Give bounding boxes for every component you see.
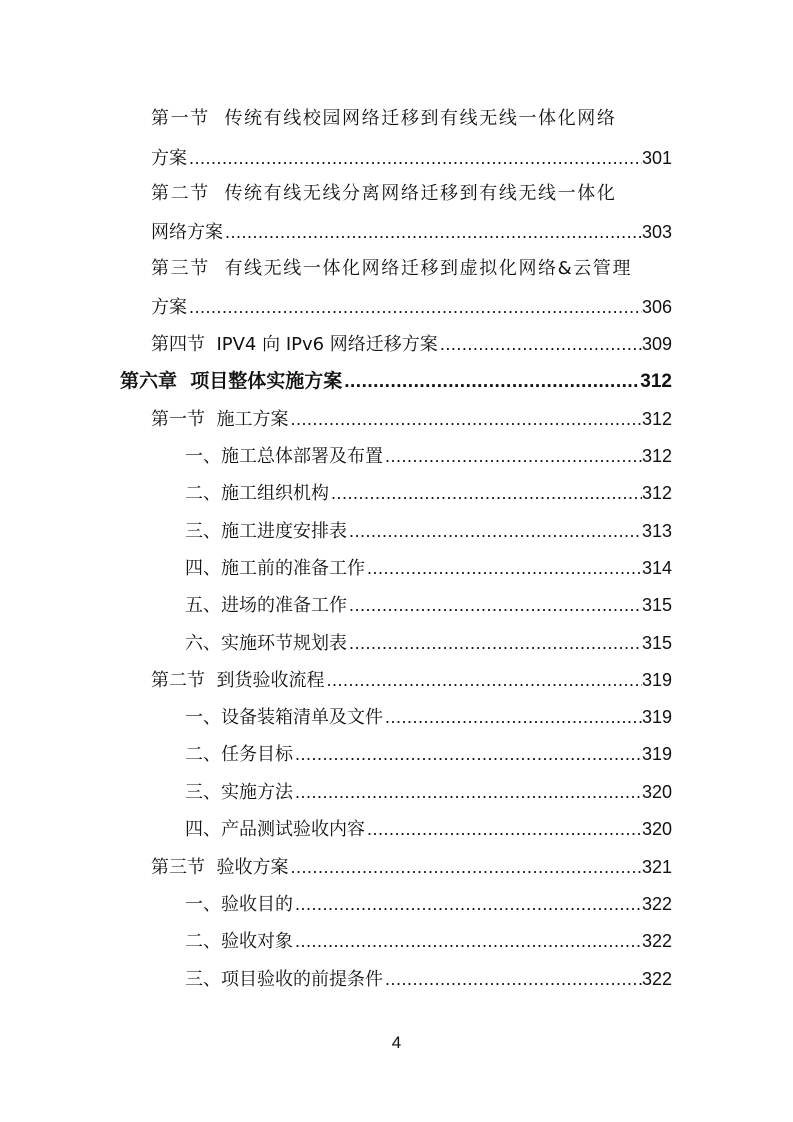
dot-leader — [293, 891, 642, 917]
toc-page-number: 319 — [641, 744, 672, 764]
toc-entry-subsection[interactable] — [185, 443, 672, 469]
toc-entry-label: 网络方案 — [151, 222, 223, 243]
dot-leader — [383, 966, 642, 992]
dot-leader — [324, 667, 642, 693]
toc-page-number: 313 — [641, 521, 672, 541]
dot-leader — [288, 406, 642, 432]
toc-entry-subsection[interactable] — [185, 891, 672, 917]
toc-page-number: 312 — [641, 446, 672, 466]
toc-entry-subsection[interactable] — [185, 555, 672, 581]
toc-entry-subsection[interactable] — [185, 704, 672, 730]
toc-entry-label: 第二节 传统有线无线分离网络迁移到有线无线一体化 — [151, 183, 617, 204]
dot-leader — [365, 816, 642, 842]
toc-entry-subsection[interactable] — [185, 592, 672, 618]
toc-entry-heading[interactable] — [151, 256, 672, 282]
dot-leader — [383, 443, 642, 469]
toc-page-number: 315 — [641, 595, 672, 615]
dot-leader — [347, 592, 642, 618]
toc-entry-label: 第三节 验收方案 — [151, 857, 289, 878]
dot-leader — [347, 630, 642, 656]
toc-entry-label: 第六章 项目整体实施方案 — [120, 370, 343, 392]
toc-entry-label: 三、实施方法 — [185, 782, 293, 803]
dot-leader — [347, 518, 642, 544]
toc-entry-label: 第三节 有线无线一体化网络迁移到虚拟化网络&云管理 — [151, 258, 633, 279]
toc-entry-label: 二、任务目标 — [185, 744, 293, 765]
toc-entry-label: 四、施工前的准备工作 — [185, 558, 365, 579]
toc-page-number: 301 — [641, 148, 672, 168]
toc-entry-label: 方案 — [151, 148, 187, 169]
toc-entry-subsection[interactable] — [185, 630, 672, 656]
toc-entry-subsection[interactable] — [185, 779, 672, 805]
toc-entry-label: 五、进场的准备工作 — [185, 595, 347, 616]
dot-leader — [293, 741, 642, 767]
dot-leader — [187, 294, 642, 320]
toc-entry-heading[interactable] — [151, 106, 672, 132]
toc-entry-label: 第四节 IPV4 向 IPv6 网络迁移方案 — [151, 334, 438, 355]
dot-leader — [187, 145, 642, 171]
dot-leader — [365, 555, 642, 581]
dot-leader — [293, 779, 642, 805]
toc-page-number: 321 — [641, 857, 672, 877]
toc-entry-label: 二、验收对象 — [185, 931, 293, 952]
dot-leader — [288, 854, 642, 880]
toc-entry-continuation[interactable] — [151, 145, 672, 171]
dot-leader — [383, 704, 642, 730]
toc-entry-section[interactable] — [151, 667, 672, 693]
toc-entry-subsection[interactable] — [185, 928, 672, 954]
toc-entry-label: 一、设备装箱清单及文件 — [185, 707, 383, 728]
toc-page-number: 312 — [641, 409, 672, 429]
toc-entry-label: 三、施工进度安排表 — [185, 521, 347, 542]
toc-page-number: 319 — [641, 707, 672, 727]
toc-entry-label: 第二节 到货验收流程 — [151, 670, 325, 691]
toc-page-number: 303 — [641, 222, 672, 242]
toc-entry-label: 二、施工组织机构 — [185, 483, 329, 504]
toc-page-number: 322 — [641, 969, 672, 989]
dot-leader — [329, 480, 642, 506]
toc-entry-continuation[interactable] — [151, 219, 672, 245]
toc-entry-label: 三、项目验收的前提条件 — [185, 969, 383, 990]
toc-entry-subsection[interactable] — [185, 480, 672, 506]
toc-entry-label: 六、实施环节规划表 — [185, 633, 347, 654]
toc-entry-label: 方案 — [151, 297, 187, 318]
toc-entry-continuation[interactable] — [151, 294, 672, 320]
dot-leader — [223, 219, 642, 245]
dot-leader — [342, 369, 640, 394]
toc-entry-subsection[interactable] — [185, 518, 672, 544]
toc-entry-section[interactable] — [151, 406, 672, 432]
toc-entry-subsection[interactable] — [185, 741, 672, 767]
toc-entry-label: 四、产品测试验收内容 — [185, 819, 365, 840]
toc-page-number: 309 — [641, 334, 672, 354]
toc-page-number: 322 — [641, 894, 672, 914]
toc-page-number: 320 — [641, 819, 672, 839]
toc-page-number: 312 — [641, 483, 672, 503]
toc-entry-section[interactable] — [151, 331, 672, 357]
toc-page-number: 320 — [641, 782, 672, 802]
toc-entry-label: 第一节 施工方案 — [151, 409, 289, 430]
page-number-footer: 4 — [391, 1033, 402, 1052]
toc-page-number: 319 — [641, 670, 672, 690]
toc-entry-subsection[interactable] — [185, 816, 672, 842]
toc-entry-label: 第一节 传统有线校园网络迁移到有线无线一体化网络 — [151, 108, 617, 129]
toc-page-number: 314 — [641, 558, 672, 578]
toc-entry-chapter[interactable] — [120, 368, 672, 394]
toc-entry-section[interactable] — [151, 854, 672, 880]
toc-entry-label: 一、施工总体部署及布置 — [185, 446, 383, 467]
toc-page-number: 322 — [641, 931, 672, 951]
toc-page-number: 312 — [640, 371, 672, 392]
toc-entry-label: 一、验收目的 — [185, 894, 293, 915]
toc-entry-heading[interactable] — [151, 181, 672, 207]
toc-page-number: 315 — [641, 633, 672, 653]
toc-page-number: 306 — [641, 297, 672, 317]
dot-leader — [293, 928, 642, 954]
toc-entry-subsection[interactable] — [185, 966, 672, 992]
dot-leader — [438, 331, 642, 357]
